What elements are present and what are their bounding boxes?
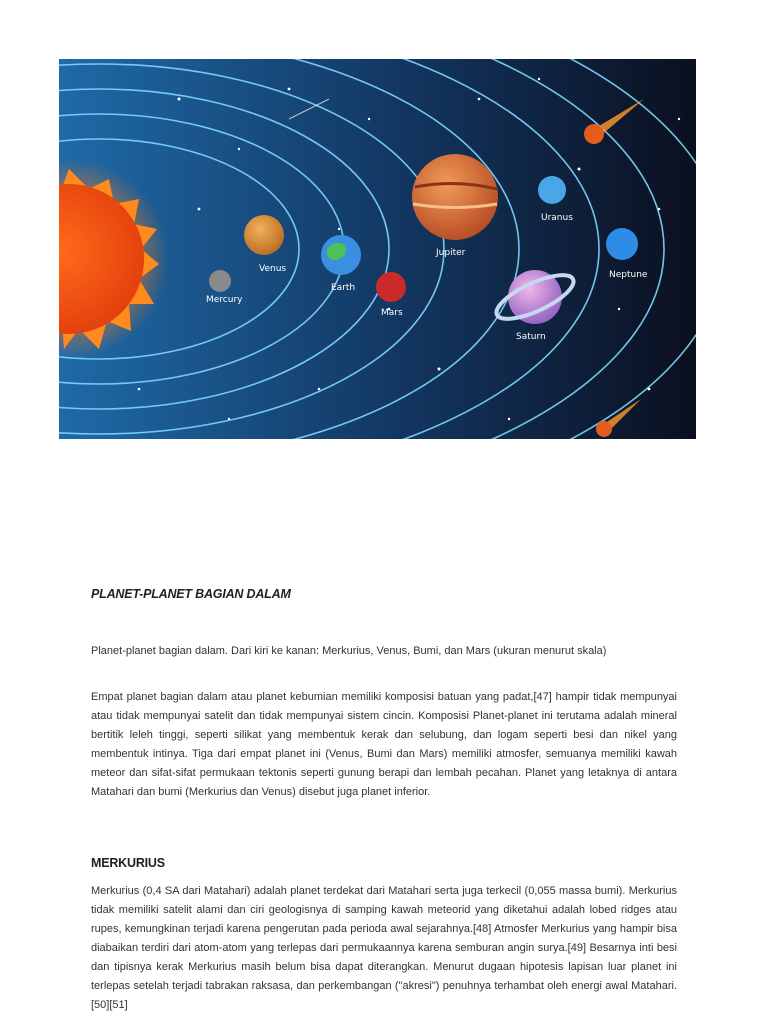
- label-jupiter: Jupiter: [436, 248, 466, 258]
- label-uranus: Uranus: [541, 213, 573, 223]
- inner-planets-heading: PLANET-PLANET BAGIAN DALAM: [91, 587, 291, 601]
- solar-system-svg: [59, 59, 696, 439]
- mercury-heading: MERKURIUS: [91, 856, 165, 870]
- inner-planets-caption: Planet-planet bagian dalam. Dari kiri ke kanan: Merkurius, Venus, Bumi, dan Mars (ukuran menurut skala): [91, 645, 607, 657]
- label-neptune: Neptune: [609, 270, 648, 280]
- label-mercury: Mercury: [206, 295, 243, 305]
- label-earth: Earth: [331, 283, 356, 293]
- inner-planets-body: Empat planet bagian dalam atau planet kebumian memiliki komposisi batuan yang padat,[47] hampir tidak mempunyai atau tidak mempunyai satelit dan tidak mempunyai sistem cincin. Komposisi Planet-planet ini terutama adalah mineral bertitik leleh tinggi, seperti silikat yang membentuk kerak dan selubung, dan logam seperti besi dan nikel yang membentuk intinya. Tiga dari empat planet ini (Venus, Bumi dan Mars) memiliki atmosfer, semuanya memiliki kawah meteor dan sifat-sifat permukaan tektonis seperti gunung berapi dan lembah pecahan. Planet yang letaknya di antara Matahari dan bumi (Merkurius dan Venus) disebut juga planet inferior.: [91, 691, 677, 798]
- planet-mars: [376, 272, 406, 318]
- solar-system-illustration: [59, 59, 696, 439]
- label-venus: Venus: [259, 264, 287, 274]
- mercury-body: Merkurius (0,4 SA dari Matahari) adalah planet terdekat dari Matahari serta juga terkecil (0,055 massa bumi). Merkurius tidak memiliki satelit alami dan ciri geologisnya di samping kawah meteorid yang diketahui adalah lobed ridges atau rupes, kemungkinan terjadi karena pengerutan pada perioda awal sejarahnya.[48] Atmosfer Merkurius yang hampir bisa diabaikan terdiri dari atom-atom yang terlepas dari permukaannya karena semburan angin surya.[49] Besarnya inti besi dan tipisnya kerak Merkurius masih belum bisa dapat diterangkan. Menurut dugaan hipotesis lapisan luar planet ini terlepas setelah terjadi tabrakan raksasa, dan perkembangan ("akresi") penuhnya terhambat oleh energi awal Matahari.[50][51]: [91, 885, 677, 1011]
- label-saturn: Saturn: [516, 332, 546, 342]
- label-mars: Mars: [381, 308, 403, 318]
